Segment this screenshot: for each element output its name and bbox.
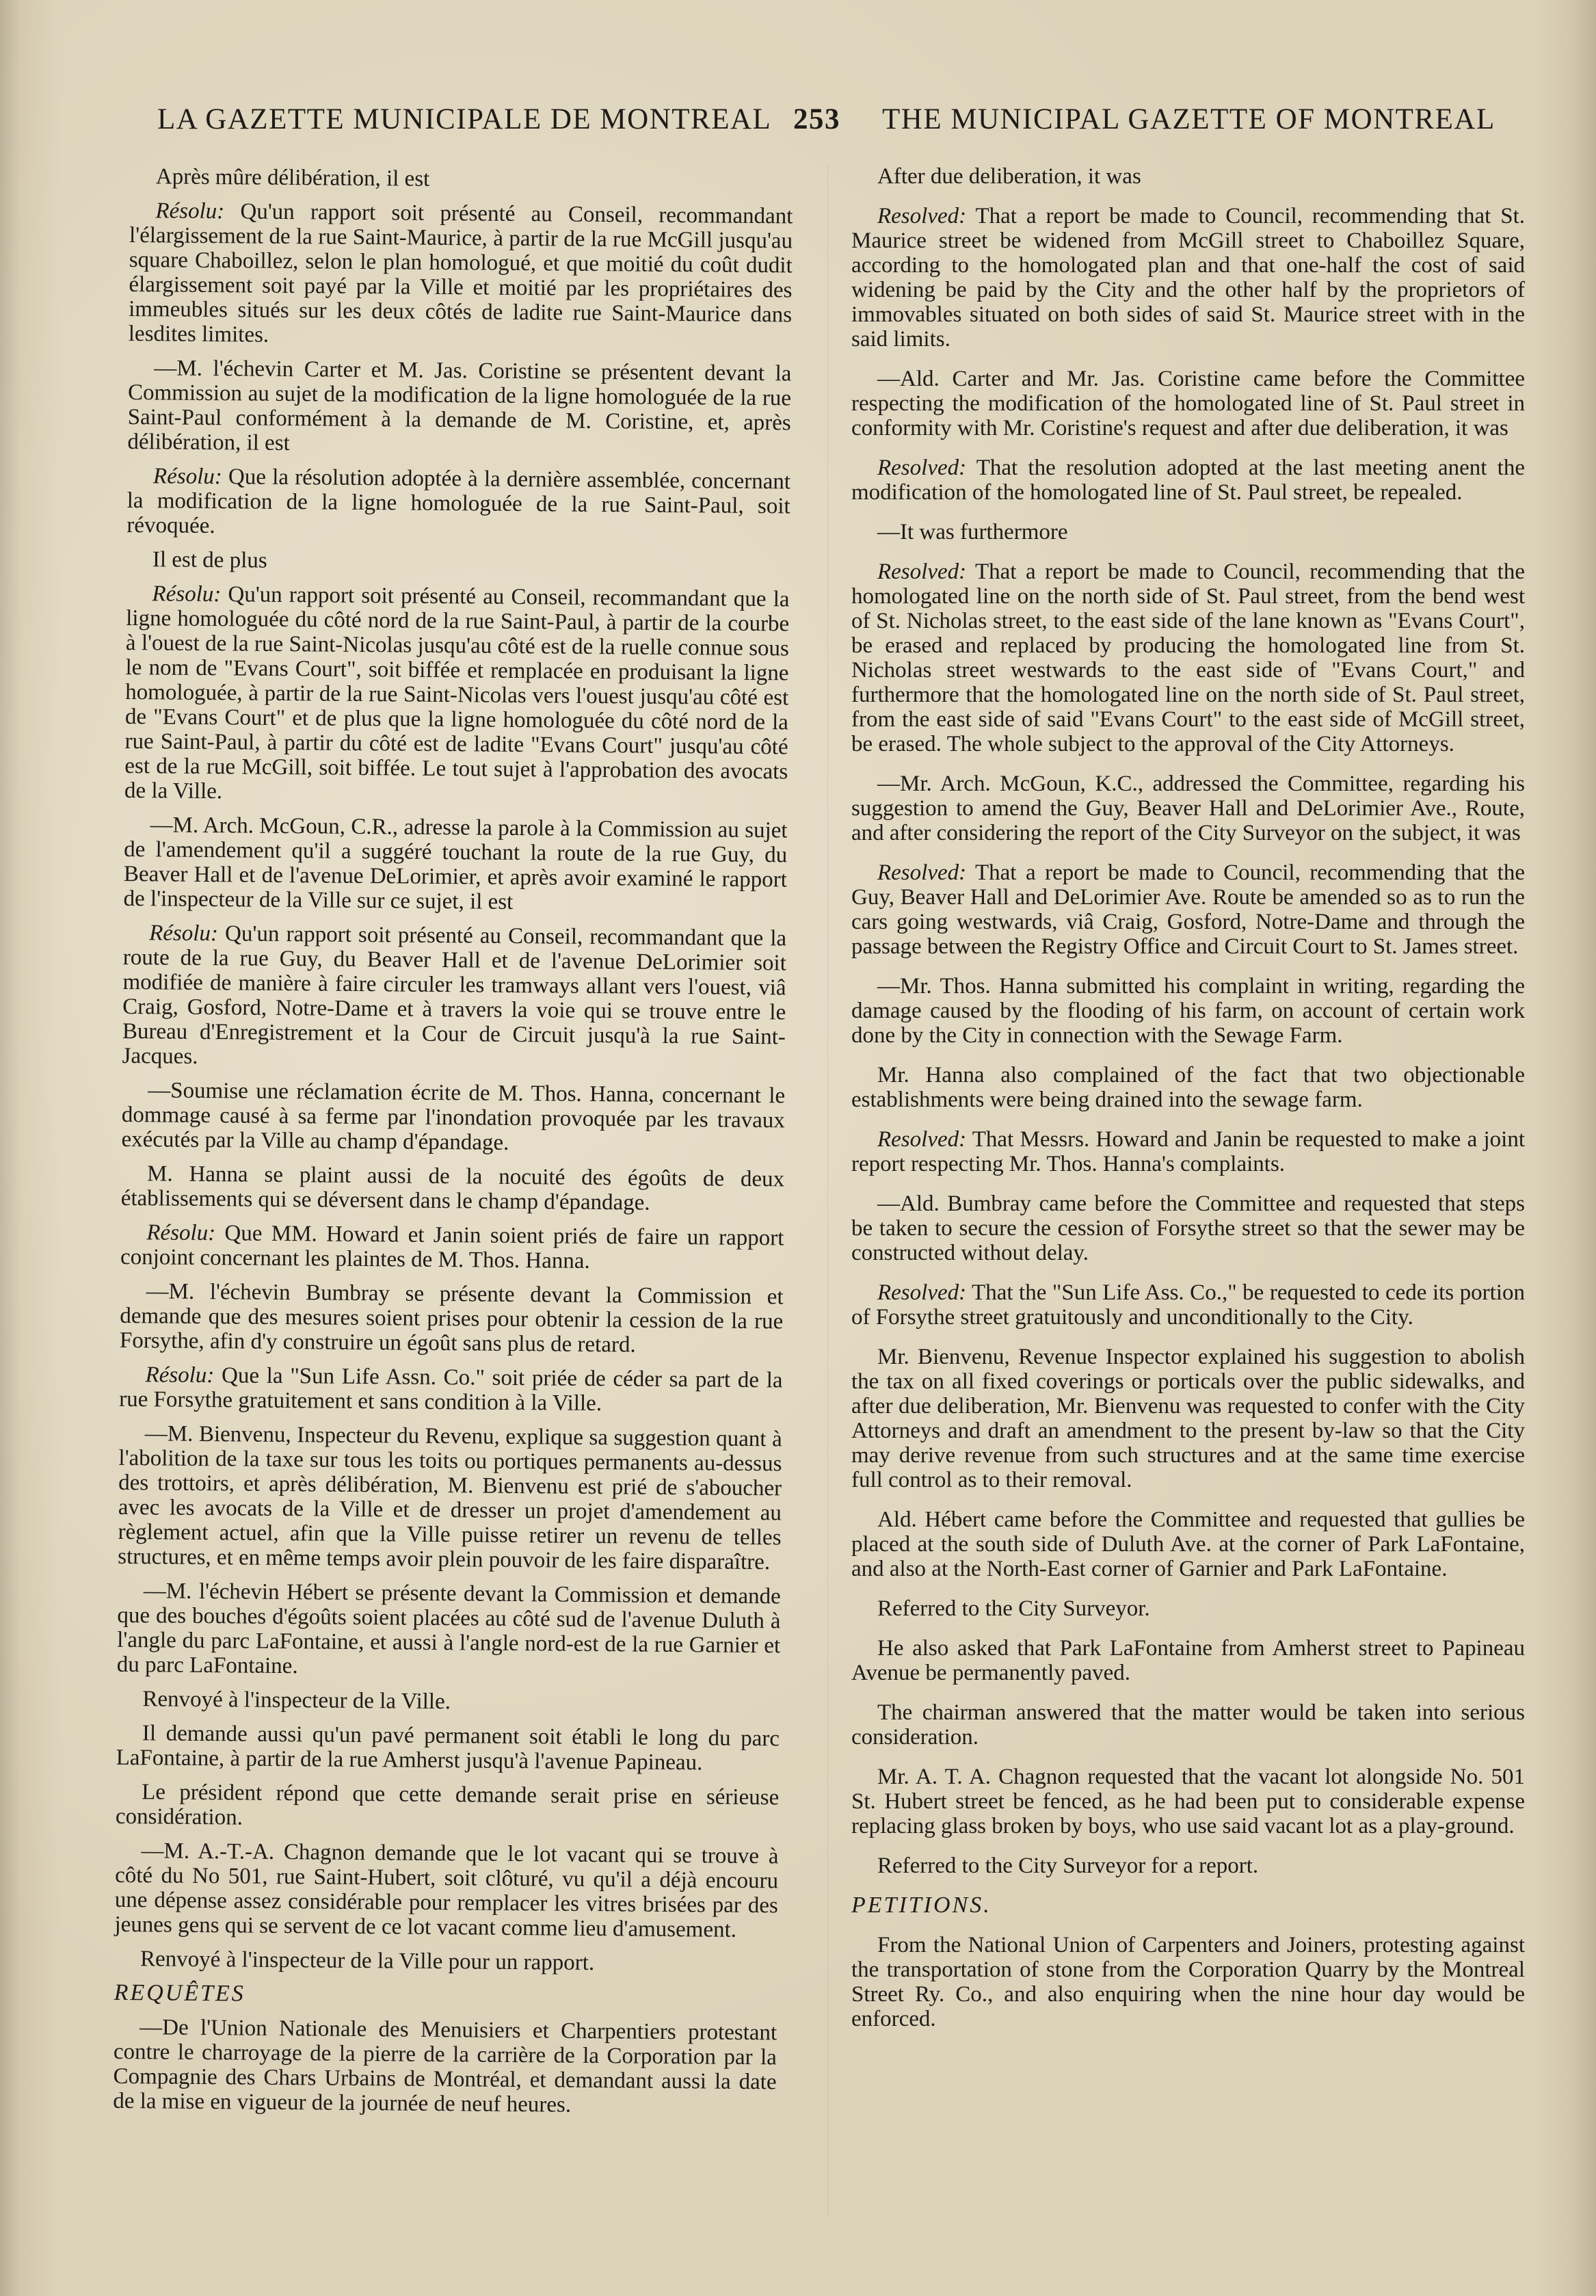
paragraph (116, 1721, 780, 1776)
paragraph-text: —It was furthermore (877, 520, 1068, 544)
paragraph (120, 1220, 784, 1275)
paragraph (851, 1191, 1525, 1265)
paragraph (119, 1362, 783, 1417)
paragraph-text: That the "Sun Life Ass. Co.," be requested to cede its portion of Forsythe street gratuitously and unconditionally to the City. (851, 1280, 1525, 1330)
resolution-label: Résolu: (149, 921, 219, 947)
paragraph (851, 1345, 1525, 1492)
paragraph-text: —M. A.-T.-A. Chagnon demande que le lot vacant qui se trouve à côté du No 501, rue Saint-Hubert, soit clôturé, vu qu'il a déjà encouru une dépense assez considérable pour remplacer les vitres brisées par des jeunes gens qui se servent de ce lot vacant comme lieu d'amusement. (114, 1838, 779, 1942)
paragraph (851, 1063, 1525, 1112)
paragraph-text: From the National Union of Carpenters and Joiners, protesting against the transportation of stone from the Corporation Quarry by the Montreal Street Ry. Co., and also enquiring when the nine hour day would be enforced. (851, 1933, 1525, 2031)
paragraph-text: —Ald. Carter and Mr. Jas. Coristine came before the Committee respecting the modification of the homologated line of St. Paul street in conformity with Mr. Coristine's request and after due deliberation, it was (851, 367, 1525, 440)
paragraph (851, 559, 1525, 756)
english-column (851, 164, 1525, 2046)
paragraph-text: Referred to the City Surveyor for a report. (877, 1853, 1259, 1878)
paragraph-text: Après mûre délibération, il est (155, 164, 430, 192)
paragraph (851, 974, 1525, 1048)
paragraph (851, 1853, 1525, 1878)
paragraph (114, 1838, 778, 1942)
paragraph (116, 1687, 780, 1717)
resolution-label: Resolved: (877, 860, 967, 885)
paragraph-text: Renvoyé à l'inspecteur de la Ville. (142, 1687, 451, 1715)
paragraph (121, 1161, 785, 1216)
paragraph (127, 464, 790, 543)
paragraph (117, 1579, 781, 1683)
resolution-label: Resolved: (877, 456, 967, 480)
paragraph-text: —Ald. Bumbray came before the Committee and requested that steps be taken to secure the cession of Forsythe street so that the sewer may be constructed without delay. (851, 1191, 1525, 1265)
paragraph-text: Qu'un rapport soit présenté au Conseil, recommandant que la route de la rue Guy, du Beaver Hall et de l'avenue DeLorimier soit modifiée de manière à faire circuler les tramways allant vers l'ouest, viâ Craig, Gosford, Notre-Dame et à travers la voie qui se trouve entre le Bureau d'Enregistrement et la Cour de Circuit jusqu'à la rue Saint-Jacques. (122, 921, 787, 1069)
paragraph-text: Que la résolution adoptée à la dernière assemblée, concernant la modification de la ligne homologuée de la rue Saint-Paul, soit révoquée. (127, 464, 791, 539)
paragraph-text: Mr. Bienvenu, Revenue Inspector explained his suggestion to abolish the tax on all fixed coverings or porticals over the public sidewalks, and after due deliberation, Mr. Bienvenu was requested to confer with the City Attorneys and draft an amendment to the present by-law so that the City may derive revenue from such structures and at the same time exercise full control as to their removal. (851, 1345, 1525, 1492)
paragraph (118, 1421, 782, 1574)
paragraph (114, 1947, 777, 1977)
paragraph-text: He also asked that Park LaFontaine from Amherst street to Papineau Avenue be permanently paved. (851, 1636, 1525, 1685)
paragraph (851, 1280, 1525, 1330)
french-column (113, 164, 793, 2128)
paragraph-text: Mr. Hanna also complained of the fact that two objectionable establishments were being drained into the sewage farm. (851, 1063, 1525, 1112)
section-heading: REQUÊTES (114, 1979, 245, 2007)
paragraph-text: That a report be made to Council, recommending that St. Maurice street be widened from McGill street to Chaboillez Square, according to the homologated plan and that one-half the cost of said widening be paid by the City and the other half by the proprietors of immovables situated on both sides of said St. Maurice street with in the said limits. (851, 204, 1525, 352)
paragraph (851, 1933, 1525, 2031)
section-heading: PETITIONS. (851, 1892, 992, 1918)
paragraph (122, 921, 786, 1074)
resolution-label: Resolved: (877, 1127, 967, 1152)
paragraph-text: —De l'Union Nationale des Menuisiers et Charpentiers protestant contre le charroyage de la pierre de la carrière de la Corporation par la Compagnie des Chars Urbains de Montréal, et demandant aussi la date de la mise en vigueur de la journée de neuf heures. (113, 2015, 777, 2117)
page-number: 253 (793, 103, 840, 135)
paragraph (130, 164, 793, 194)
paragraph-text: —Soumise une réclamation écrite de M. Thos. Hanna, concernant le dommage causé à sa ferme par l'inondation provoquée par les travaux exécutés par la Ville au champ d'épandage. (121, 1078, 786, 1155)
paragraph (127, 547, 790, 577)
paragraph (113, 2015, 777, 2119)
paragraph (851, 520, 1525, 544)
paragraph-text: That a report be made to Council, recommending that the Guy, Beaver Hall and DeLorimier Ave. Route be amended so as to run the cars going westwards, viâ Craig, Gosford, Notre-Dame and through the passage between the Registry Office and Circuit Court to St. James street. (851, 860, 1526, 959)
paragraph (851, 1700, 1525, 1750)
paragraph-text: Il est de plus (152, 547, 267, 573)
paragraph (851, 164, 1525, 189)
paragraph (851, 456, 1525, 505)
paragraph (121, 1078, 785, 1157)
paragraph (851, 1507, 1525, 1581)
paragraph (851, 771, 1525, 845)
resolution-label: Resolved: (877, 1280, 967, 1305)
paragraph-text: Mr. A. T. A. Chagnon requested that the vacant lot alongside No. 501 St. Hubert street be fenced, as he had been put to considerable expense replacing glass broken by boys, who use said vacant lot as a play-ground. (851, 1765, 1525, 1838)
resolution-label: Resolved: (877, 204, 967, 228)
paragraph (851, 1127, 1525, 1176)
paragraph-text: —Mr. Arch. McGoun, K.C., addressed the Committee, regarding his suggestion to amend the Guy, Beaver Hall and DeLorimier Ave., Route, and after considering the report of the City Surveyor on the subject, it was (851, 771, 1525, 845)
paragraph (124, 581, 790, 808)
resolution-label: Résolu: (145, 1362, 215, 1388)
paragraph-text: Renvoyé à l'inspecteur de la Ville pour un rapport. (139, 1947, 595, 1976)
paragraph-text: That Messrs. Howard and Janin be requested to make a joint report respecting Mr. Thos. Hanna's complaints. (851, 1127, 1525, 1176)
paragraph-text: —M. l'échevin Carter et M. Jas. Coristine se présentent devant la Commission au sujet de la modification de la ligne homologuée de la rue Saint-Paul conformément à la demande de M. Coristine, et, après délibération, il est (127, 356, 792, 456)
resolution-label: Résolu: (155, 198, 225, 224)
paragraph-text: —M. Bienvenu, Inspecteur du Revenu, explique sa suggestion quant à l'abolition de la taxe sur tous les toits ou portiques permanents au-dessus des trottoirs, et après délibération, M. Bienvenu est prié de s'aboucher avec les avocats de la Ville et de dresser un projet d'amendement au règlement actuel, afin que la Ville puisse retirer un revenu de telles structures, et en même temps avoir plein pouvoir de les faire disparaître. (118, 1421, 782, 1575)
paragraph (851, 1596, 1525, 1621)
resolution-label: Résolu: (146, 1220, 216, 1246)
paragraph-text: Qu'un rapport soit présenté au Conseil, recommandant l'élargissement de la rue Saint-Maurice, à partir de la rue McGill jusqu'au square Chaboillez, selon le plan homologué, et que moitié du coût dudit élargissement soit payé par la Ville et moitié par les propriétaires des immeubles situés sur les deux côtés de ladite rue Saint-Maurice dans lesdites limites. (128, 199, 793, 347)
paragraph-text: The chairman answered that the matter would be taken into serious consideration. (851, 1700, 1525, 1750)
paragraph-text: M. Hanna se plaint aussi de la nocuité des égoûts de deux établissements qui se déversent dans le champ d'épandage. (120, 1161, 785, 1215)
paragraph-text: That the resolution adopted at the last meeting anent the modification of the homologated line of St. Paul street, be repealed. (851, 456, 1525, 505)
paragraph (851, 860, 1525, 959)
paragraph (851, 367, 1525, 440)
paragraph-text: Qu'un rapport soit présenté au Conseil, recommandant que la ligne homologuée du côté nord de la rue Saint-Paul, à partir de la courbe à l'ouest de la rue Saint-Nicolas jusqu'au côté est de la ruelle connue sous le nom de "Evans Court", soit biffée et remplacée en produisant la ligne homologuée, à partir de la rue Saint-Nicolas vers l'ouest jusqu'au côté est de "Evans Court" et de plus que la ligne homologuée du côté nord de la rue Saint-Paul, à partir du côté est de ladite "Evans Court" jusqu'au côté est de la rue McGill, soit biffée. Le tout sujet à l'approbation des avocats de la Ville. (124, 582, 790, 804)
paragraph-text: Que MM. Howard et Janin soient priés de faire un rapport conjoint concernant les plaintes de M. Thos. Hanna. (120, 1221, 784, 1274)
paragraph-text: Referred to the City Surveyor. (877, 1596, 1150, 1621)
paragraph-text: Le président répond que cette demande serait prise en sérieuse considération. (115, 1780, 780, 1830)
paragraph-text: That a report be made to Council, recommending that the homologated line on the north side of St. Paul street, from the bend west of St. Nicholas street, to the east side of the lane known as "Evans Court", be erased and replaced by producing the homologated line from St. Nicholas street westwards to the east side of "Evans Court," and furthermore that the homologated line on the north side of St. Paul street, from the east side of said "Evans Court" to the east side of McGill street, be erased. The whole subject to the approval of the City Attorneys. (851, 559, 1526, 756)
paragraph-text: —M. l'échevin Hébert se présente devant la Commission et demande que des bouches d'égoûts soient placées au côté sud de l'avenue Duluth à l'angle du parc LaFontaine, et aussi à l'angle nord-est de la rue Garnier et du parc LaFontaine. (116, 1579, 781, 1679)
paragraph (123, 813, 787, 916)
paragraph-text: —M. Arch. McGoun, C.R., adresse la parole à la Commission au sujet de l'amendement qu'il a suggéré touchant la route de la rue Guy, du Beaver Hall et de l'avenue DeLorimier, et après avoir examiné le rapport de l'inspecteur de la Ville sur ce sujet, il est (123, 813, 788, 914)
resolution-label: Résolu: (152, 464, 222, 490)
paragraph (851, 1765, 1525, 1838)
paragraph-text: Il demande aussi qu'un pavé permanent soit établi le long du parc LaFontaine, à partir de la rue Amherst jusqu'à l'avenue Papineau. (116, 1721, 780, 1776)
paragraph (116, 1780, 780, 1834)
paragraph (851, 1636, 1525, 1685)
paragraph-text: —M. l'échevin Bumbray se présente devant la Commission et demande que des mesures soient prises pour obtenir la cession de la rue Forsythe, afin d'y construire un égoût sans plus de retard. (119, 1279, 784, 1358)
resolution-label: Résolu: (152, 581, 222, 607)
paragraph (129, 198, 793, 352)
resolution-label: Resolved: (877, 559, 967, 584)
paragraph-text: —Mr. Thos. Hanna submitted his complaint in writing, regarding the damage caused by the flooding of his farm, on account of certain work done by the City in connection with the Sewage Farm. (851, 974, 1525, 1048)
french-running-title: LA GAZETTE MUNICIPALE DE MONTREAL (157, 103, 772, 135)
paragraph (120, 1279, 784, 1358)
english-running-title: THE MUNICIPAL GAZETTE OF MONTREAL (882, 103, 1495, 135)
paragraph (127, 356, 791, 460)
paragraph (851, 204, 1525, 352)
paragraph-text: Ald. Hébert came before the Committee and requested that gullies be placed at the south side of Duluth Ave. at the corner of Park LaFontaine, and also at the North-East corner of Garnier and Park LaFontaine. (851, 1507, 1525, 1581)
column-gutter (827, 164, 828, 2216)
paragraph-text: After due deliberation, it was (877, 164, 1141, 189)
page-header (157, 103, 1495, 144)
paragraph-text: Que la "Sun Life Assn. Co." soit priée de céder sa part de la rue Forsythe gratuitement et sans condition à la Ville. (119, 1363, 783, 1416)
